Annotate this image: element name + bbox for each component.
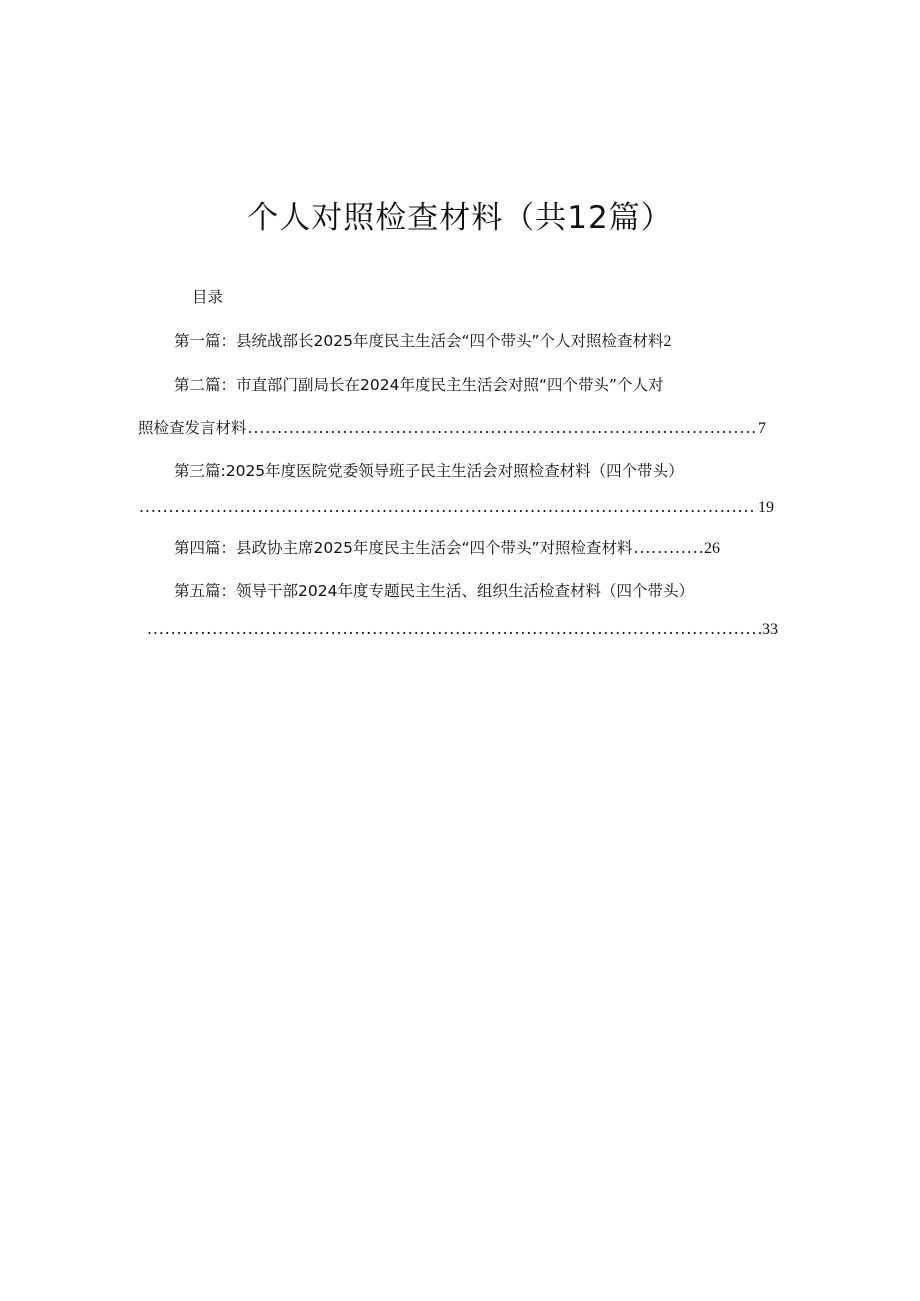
toc-entry-3-page[interactable]: 19 bbox=[758, 499, 774, 516]
toc-entry-3[interactable] bbox=[138, 497, 774, 518]
document-title: 个人对照检查材料（共12篇） bbox=[247, 200, 673, 236]
toc-entry-4-page[interactable]: 26 bbox=[704, 540, 720, 557]
toc-entry-4-title[interactable]: 第四篇：县政协主席2025年度民主生活会“四个带头”对照检查材料 bbox=[174, 539, 633, 557]
toc-entry-5-line1[interactable]: 第五篇：领导干部2024年度专题民主生活、组织生活检查材料（四个带头） bbox=[174, 582, 694, 600]
toc-entry-2-page[interactable]: 7 bbox=[758, 420, 766, 437]
toc-entry-3-line1[interactable]: 第三篇:2025年度医院党委领导班子民主生活会对照检查材料（四个带头） bbox=[174, 462, 684, 480]
toc-entry-2-title-cont[interactable]: 照检查发言材料 bbox=[138, 419, 247, 437]
toc-heading: 目录 bbox=[192, 288, 224, 306]
toc-entry-2-leader bbox=[248, 418, 757, 438]
toc-entry-5[interactable] bbox=[146, 619, 778, 640]
toc-entry-1-title[interactable]: 第一篇：县统战部长2025年度民主生活会“四个带头”个人对照检查材料 bbox=[174, 332, 664, 350]
toc-entry-2[interactable] bbox=[138, 418, 766, 439]
toc-entry-4[interactable] bbox=[174, 538, 720, 559]
toc-entry-3-leader bbox=[139, 497, 757, 517]
toc-entry-5-page[interactable]: 33 bbox=[762, 621, 778, 638]
toc-entry-4-leader bbox=[634, 538, 703, 558]
toc-entry-1[interactable] bbox=[174, 331, 734, 352]
toc-entry-5-leader bbox=[147, 619, 761, 639]
toc-entry-2-line1[interactable]: 第二篇：市直部门副局长在2024年度民主生活会对照“四个带头”个人对 bbox=[174, 376, 664, 394]
toc-entry-1-page[interactable]: 2 bbox=[663, 333, 672, 350]
